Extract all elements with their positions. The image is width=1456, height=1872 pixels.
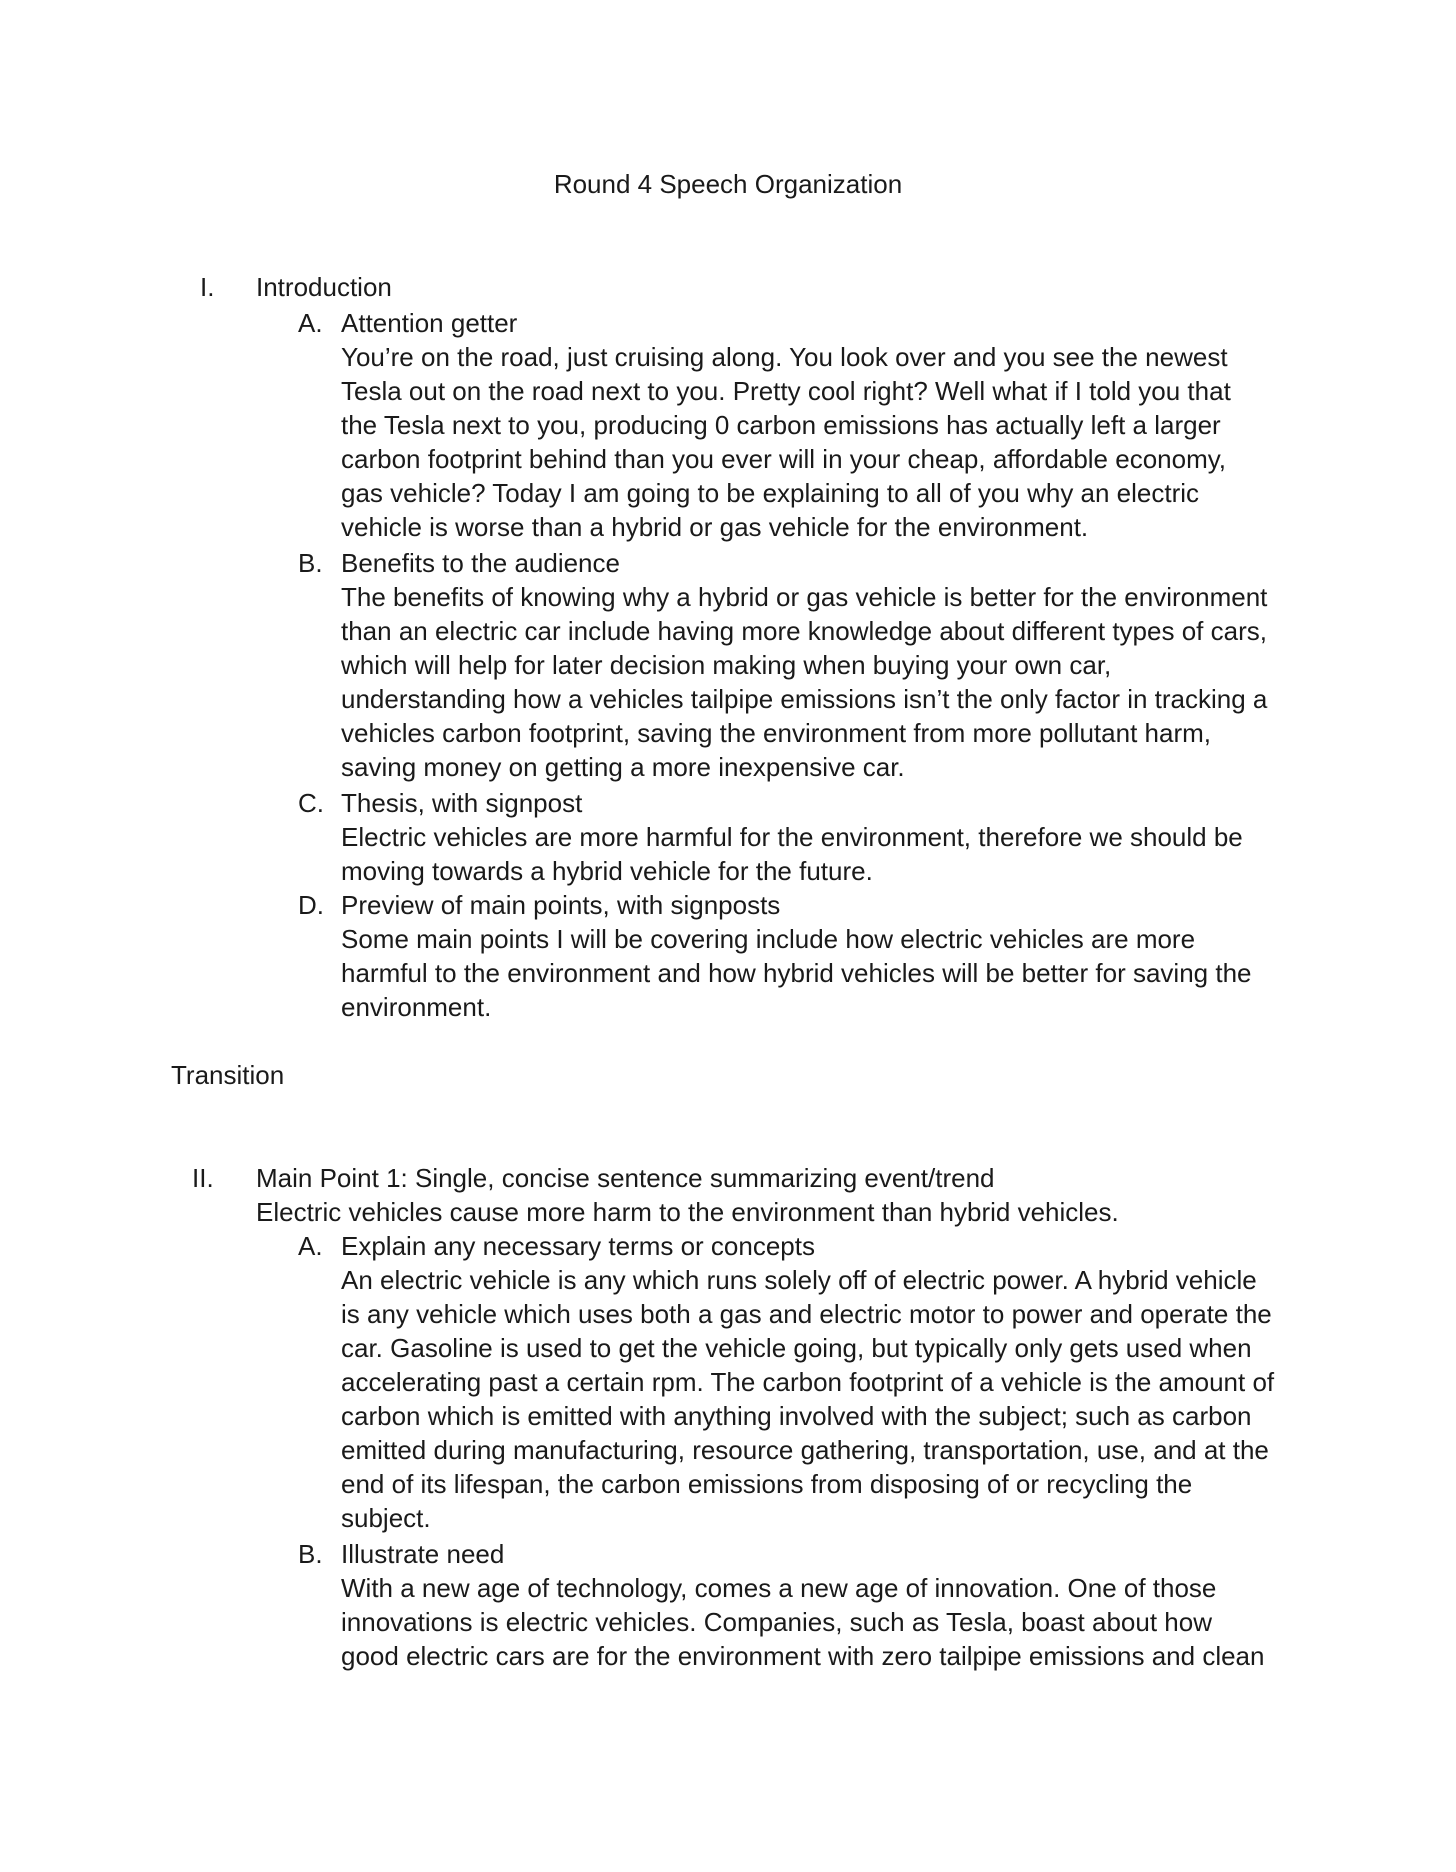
text-line: environment. [341,992,492,1022]
item-2b-letter: B. [298,1539,323,1569]
text-line: moving towards a hybrid vehicle for the future. [341,856,873,886]
text-line: You’re on the road, just cruising along. You look over and you see the newest [341,342,1228,372]
item-1b-heading: Benefits to the audience [341,548,620,578]
item-2b-body [341,1571,1291,1673]
text-line: accelerating past a certain rpm. The carbon footprint of a vehicle is the amount of [341,1367,1275,1397]
text-line: is any vehicle which uses both a gas and electric motor to power and operate the [341,1299,1272,1329]
text-line: Tesla out on the road next to you. Pretty cool right? Well what if I told you that [341,376,1231,406]
item-1a-heading: Attention getter [341,308,518,338]
item-1a-body [341,340,1291,544]
text-line: An electric vehicle is any which runs solely off of electric power. A hybrid vehicle [341,1265,1257,1295]
item-2a-heading: Explain any necessary terms or concepts [341,1231,815,1261]
text-line: With a new age of technology, comes a new age of innovation. One of those [341,1573,1217,1603]
text-line: Electric vehicles are more harmful for the environment, therefore we should be [341,822,1243,852]
text-line: the Tesla next to you, producing 0 carbon emissions has actually left a larger [341,410,1221,440]
text-line: The benefits of knowing why a hybrid or gas vehicle is better for the environment [341,582,1268,612]
item-1d-heading: Preview of main points, with signposts [341,890,781,920]
text-line: emitted during manufacturing, resource gathering, transportation, use, and at the [341,1435,1269,1465]
transition-label: Transition [171,1060,285,1090]
item-1a-letter: A. [298,308,323,338]
text-line: vehicle is worse than a hybrid or gas vehicle for the environment. [341,512,1089,542]
text-line: which will help for later decision making when buying your own car, [341,650,1112,680]
text-line: good electric cars are for the environment with zero tailpipe emissions and clean [341,1641,1265,1671]
text-line: subject. [341,1503,431,1533]
section-1-numeral: I. [200,272,215,302]
text-line: understanding how a vehicles tailpipe emissions isn’t the only factor in tracking a [341,684,1268,714]
section-2-numeral: II. [192,1163,214,1193]
item-1d-letter: D. [298,890,324,920]
item-1c-heading: Thesis, with signpost [341,788,583,818]
section-2-sentence: Electric vehicles cause more harm to the environment than hybrid vehicles. [256,1197,1119,1227]
item-2a-body [341,1263,1291,1535]
text-line: carbon which is emitted with anything involved with the subject; such as carbon [341,1401,1252,1431]
text-line: gas vehicle? Today I am going to be explaining to all of you why an electric [341,478,1200,508]
text-line: end of its lifespan, the carbon emissions from disposing of or recycling the [341,1469,1193,1499]
text-line: innovations is electric vehicles. Companies, such as Tesla, boast about how [341,1607,1212,1637]
item-2b-heading: Illustrate need [341,1539,505,1569]
item-1b-body [341,580,1291,784]
document-title: Round 4 Speech Organization [553,169,903,199]
text-line: Some main points I will be covering include how electric vehicles are more [341,924,1196,954]
text-line: carbon footprint behind than you ever will in your cheap, affordable economy, [341,444,1227,474]
text-line: harmful to the environment and how hybrid vehicles will be better for saving the [341,958,1252,988]
text-line: car. Gasoline is used to get the vehicle going, but typically only gets used when [341,1333,1252,1363]
item-1c-body [341,820,1291,888]
text-line: saving money on getting a more inexpensive car. [341,752,905,782]
text-line: than an electric car include having more knowledge about different types of cars, [341,616,1267,646]
section-2-heading: Main Point 1: Single, concise sentence summarizing event/trend [256,1163,995,1193]
item-1b-letter: B. [298,548,323,578]
section-1-heading: Introduction [256,272,392,302]
text-line: vehicles carbon footprint, saving the environment from more pollutant harm, [341,718,1211,748]
item-1d-body [341,922,1291,1024]
item-1c-letter: C. [298,788,324,818]
item-2a-letter: A. [298,1231,323,1261]
